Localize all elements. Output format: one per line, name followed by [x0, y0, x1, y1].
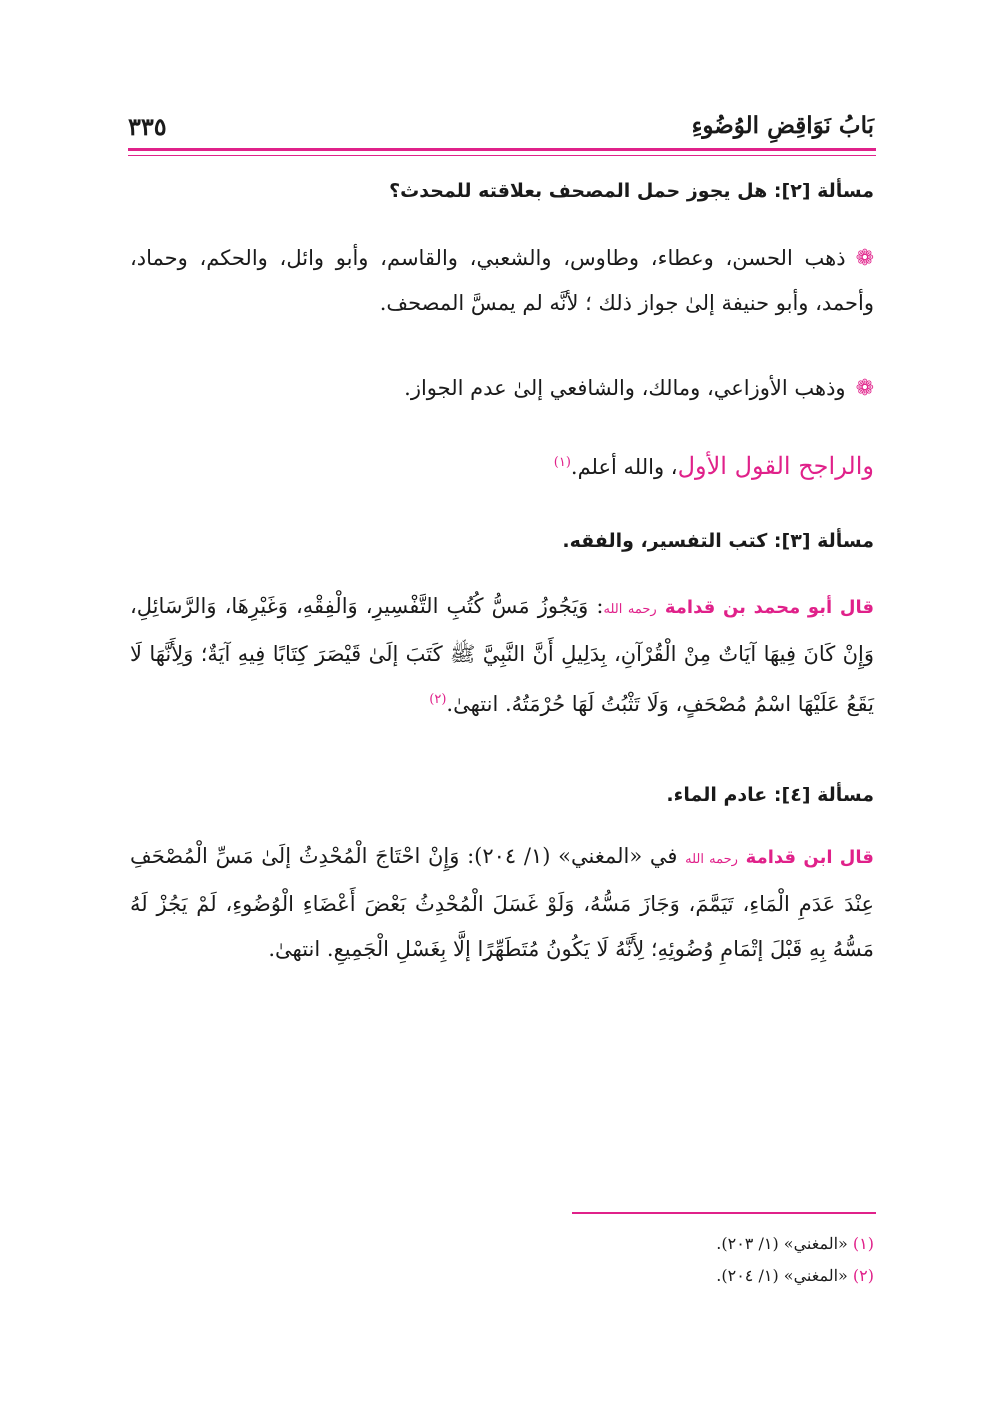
honorific-glyph: رحمه الله: [685, 852, 738, 867]
preferred-opinion: والراجح القول الأول: [677, 452, 874, 480]
chapter-title: بَابُ نَوَاقِضِ الوُضُوءِ: [691, 112, 874, 139]
q3-heading: [130, 530, 874, 552]
q3-label: مسألة [٣]:: [773, 530, 874, 552]
footnote-text: «المغني» (١/ ٢٠٤).: [716, 1266, 848, 1285]
footnote-rule: [572, 1212, 876, 1214]
page-number: ٣٣٥: [128, 112, 167, 141]
q3-title: كتب التفسير، والفقه.: [562, 530, 768, 552]
flower-ornament-icon: ❁: [855, 246, 874, 271]
q4-title: عادم الماء.: [666, 784, 768, 806]
q4-quote: قال ابن قدامة رحمه الله في «المغني» (١/ ٢٠٤): وَإِنْ احْتَاجَ الْمُحْدِثُ إلَىٰ مَسِّ الْمُصْحَفِ عِنْدَ عَدَمِ الْمَاءِ، تَيَمَّمَ، وَجَازَ مَسُّهُ، وَلَوْ غَسَلَ الْمُحْدِثُ بَعْضَ أَعْضَاءِ الْوُضُوءِ، لَمْ يَجُزْ لَهُ مَسُّهُ بِهِ قَبْلَ إتْمَامِ وُضُوئِهِ؛ لِأَنَّهُ لَا يَكُونُ مُتَطَهِّرًا إلَّا بِغَسْلِ الْجَمِيعِ. انتهىٰ.: [130, 844, 874, 961]
preferred-tail: ، والله أعلم.: [570, 455, 678, 479]
speaker-name: قال أبو محمد بن قدامة: [664, 597, 875, 618]
footnote-2: [716, 1266, 874, 1285]
q2-title: هل يجوز حمل المصحف بعلاقته للمحدث؟: [389, 180, 768, 202]
q2-paragraph-1: ❁ذهب الحسن، وعطاء، وطاوس، والشعبي، والقاسم، وأبو وائل، والحكم، وحماد، وأحمد، وأبو حنيفة إلىٰ جواز ذلك ؛ لأنَّه لم يمسَّ المصحف.: [130, 246, 874, 315]
source-citation: في «المغني» (١/ ٢٠٤):: [459, 844, 686, 868]
footnote-ref-2[interactable]: (٢): [429, 692, 447, 707]
footnote-number: (٢): [852, 1266, 874, 1285]
q4-label: مسألة [٤]:: [773, 784, 874, 806]
q2-preferred: [130, 440, 874, 490]
footnote-number: (١): [852, 1234, 874, 1253]
footnote-1: [716, 1234, 874, 1253]
q3-quote: قال أبو محمد بن قدامة رحمه الله: وَيَجُوزُ مَسُّ كُتُبِ التَّفْسِيرِ، وَالْفِقْهِ، وَغَيْرِهَا، وَالرَّسَائِلِ، وَإِنْ كَانَ فِيهَا آيَاتٌ مِنْ الْقُرْآنِ، بِدَلِيلِ أَنَّ النَّبِيَّ ﷺ كَتَبَ إلَىٰ قَيْصَرَ كِتَابًا فِيهِ آيَةٌ؛ وَلِأَنَّهَا لَا يَقَعُ عَلَيْهَا اسْمُ مُصْحَفٍ، وَلَا تَثْبُتُ لَهَا حُرْمَتُهُ. انتهىٰ.$^{(٢)}$: [130, 594, 875, 716]
q2-heading: [130, 180, 874, 202]
flower-ornament-icon: ❁: [855, 376, 874, 401]
honorific-glyph: رحمه الله: [603, 602, 657, 617]
speaker-name: قال ابن قدامة: [745, 847, 874, 868]
q4-heading: [130, 784, 874, 806]
header-rule-thin: [128, 155, 876, 156]
q2-label: مسألة [٢]:: [773, 180, 874, 202]
footnote-ref-1[interactable]: (١): [553, 455, 571, 470]
q2-paragraph-2: ❁وذهب الأوزاعي، ومالك، والشافعي إلىٰ عدم الجواز.: [404, 376, 874, 401]
footnote-text: «المغني» (١/ ٢٠٣).: [716, 1234, 848, 1253]
header-rule-thick: [128, 148, 876, 151]
